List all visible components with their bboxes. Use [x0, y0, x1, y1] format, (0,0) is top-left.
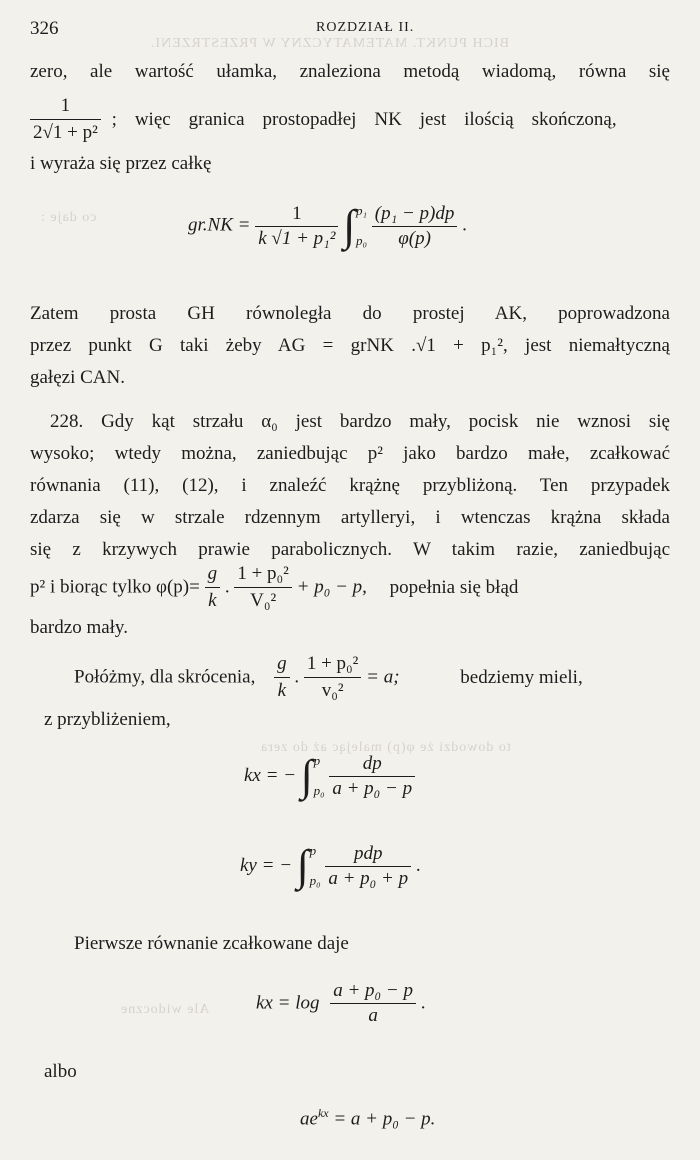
- fraction: $\frac{1}{\text{2√1 + p²}}$: [30, 94, 101, 145]
- running-title: ROZDZIAŁ II.: [316, 20, 415, 35]
- page-number: 326: [30, 18, 59, 39]
- text-line: bardzo mały.: [30, 617, 128, 638]
- text-line: zero, ale wartość ułamka, znaleziona metodą wiadomą, równa się: [30, 61, 670, 82]
- integral-sign: ∫: [300, 751, 313, 800]
- text-line: równania (11), (12), i znaleźć krążnę przybliżoną. Ten przypadek: [30, 475, 670, 496]
- equation-gr-nk: gr.NK = $\frac{1}{\text{k √1 + p₁²}}$ ∫ p₁ p₀ $\frac{\text{(p₁ − p)dp}}{\varphi(p)}$ .: [188, 201, 467, 250]
- integral-sign: ∫: [343, 201, 356, 250]
- text-line-with-fraction: p² i biorąc tylko φ(p)= $\frac{g}{k}$ . $\frac{\text{1 + p₀²}}{\text{V₀²}}$ + p₀ − p, popełnia się błąd: [30, 563, 519, 611]
- running-header: [30, 18, 670, 44]
- text-line: Pierwsze równanie zcałkowane daje: [74, 933, 349, 954]
- fraction: $\frac{g}{k}$: [274, 652, 290, 703]
- bleedthrough-text: BICH PUNKT. MATEMATYCZNY W PRZESTRZENI.: [150, 36, 509, 51]
- equation-kx-log: kx = log $\frac{\text{a + p₀ − p}}{a}$ .: [256, 980, 426, 1026]
- fraction: $\frac{\text{1 + p₀²}}{\text{v₀²}}$: [304, 652, 362, 703]
- text-line: gałęzi CAN.: [30, 367, 125, 388]
- fraction: $\frac{\text{(p₁ − p)dp}}{\varphi(p)}$: [372, 203, 458, 250]
- equation-ky: ky = − ∫ p p₀ $\frac{\text{pdp}}{\text{a + p₀ + p}}$ .: [240, 841, 421, 890]
- text-line: 228. Gdy kąt strzału α₀ jest bardzo mały, pocisk nie wznosi się: [50, 411, 670, 432]
- text-line-with-fraction: Połóżmy, dla skrócenia, $\frac{g}{k}$ . $\frac{\text{1 + p₀²}}{\text{v₀²}}$ = a; bedziemy mieli,: [74, 653, 583, 701]
- text-line: i wyraża się przez całkę: [30, 153, 212, 174]
- fraction: $\frac{dp}{\text{a + p₀ − p}}$: [329, 753, 415, 800]
- text-line: zdarza się w strzale rdzennym artylleryi, i wtenczas krążna składa: [30, 507, 670, 528]
- text-line-with-fraction: [30, 94, 617, 145]
- fraction: $\frac{\text{pdp}}{\text{a + p₀ + p}}$: [325, 843, 411, 890]
- fraction: $\frac{\text{1 + p₀²}}{\text{V₀²}}$: [234, 562, 292, 613]
- fraction: $\frac{\text{a + p₀ − p}}{a}$: [330, 980, 416, 1027]
- text-line: albo: [44, 1061, 77, 1082]
- equation-exponential: $ae^{kx} = a + p_0 - p$.: [300, 1106, 436, 1130]
- bleedthrough-text: to dowodzi że φ(p) malejąc aż do zera: [260, 740, 511, 755]
- text-line: wysoko; wtedy można, zaniedbując p² jako bardzo małe, zcałkować: [30, 443, 670, 464]
- integral-sign: ∫: [296, 841, 309, 890]
- equation-kx: kx = − ∫ p p₀ $\frac{dp}{\text{a + p₀ − p}}$: [244, 746, 415, 806]
- text-line: przez punkt G taki żeby AG = grNK .√1 + p₁², jest niemałtyczną: [30, 335, 670, 356]
- bleedthrough-text: Ale widoczne: [120, 1002, 210, 1017]
- fraction: $\frac{g}{k}$: [205, 562, 221, 613]
- bleedthrough-text: co daje :: [40, 210, 97, 225]
- fraction: $\frac{1}{\text{k √1 + p₁²}}$: [255, 203, 338, 250]
- text-line: ; więc granica prostopadłej NK jest ilością skończoną,: [111, 108, 617, 130]
- text-line: się z krzywych prawie parabolicznych. W takim razie, zaniedbując: [30, 539, 670, 560]
- text-line: Zatem prosta GH równoległa do prostej AK, poprowadzona: [30, 303, 670, 324]
- text-line: z przybliżeniem,: [44, 709, 171, 730]
